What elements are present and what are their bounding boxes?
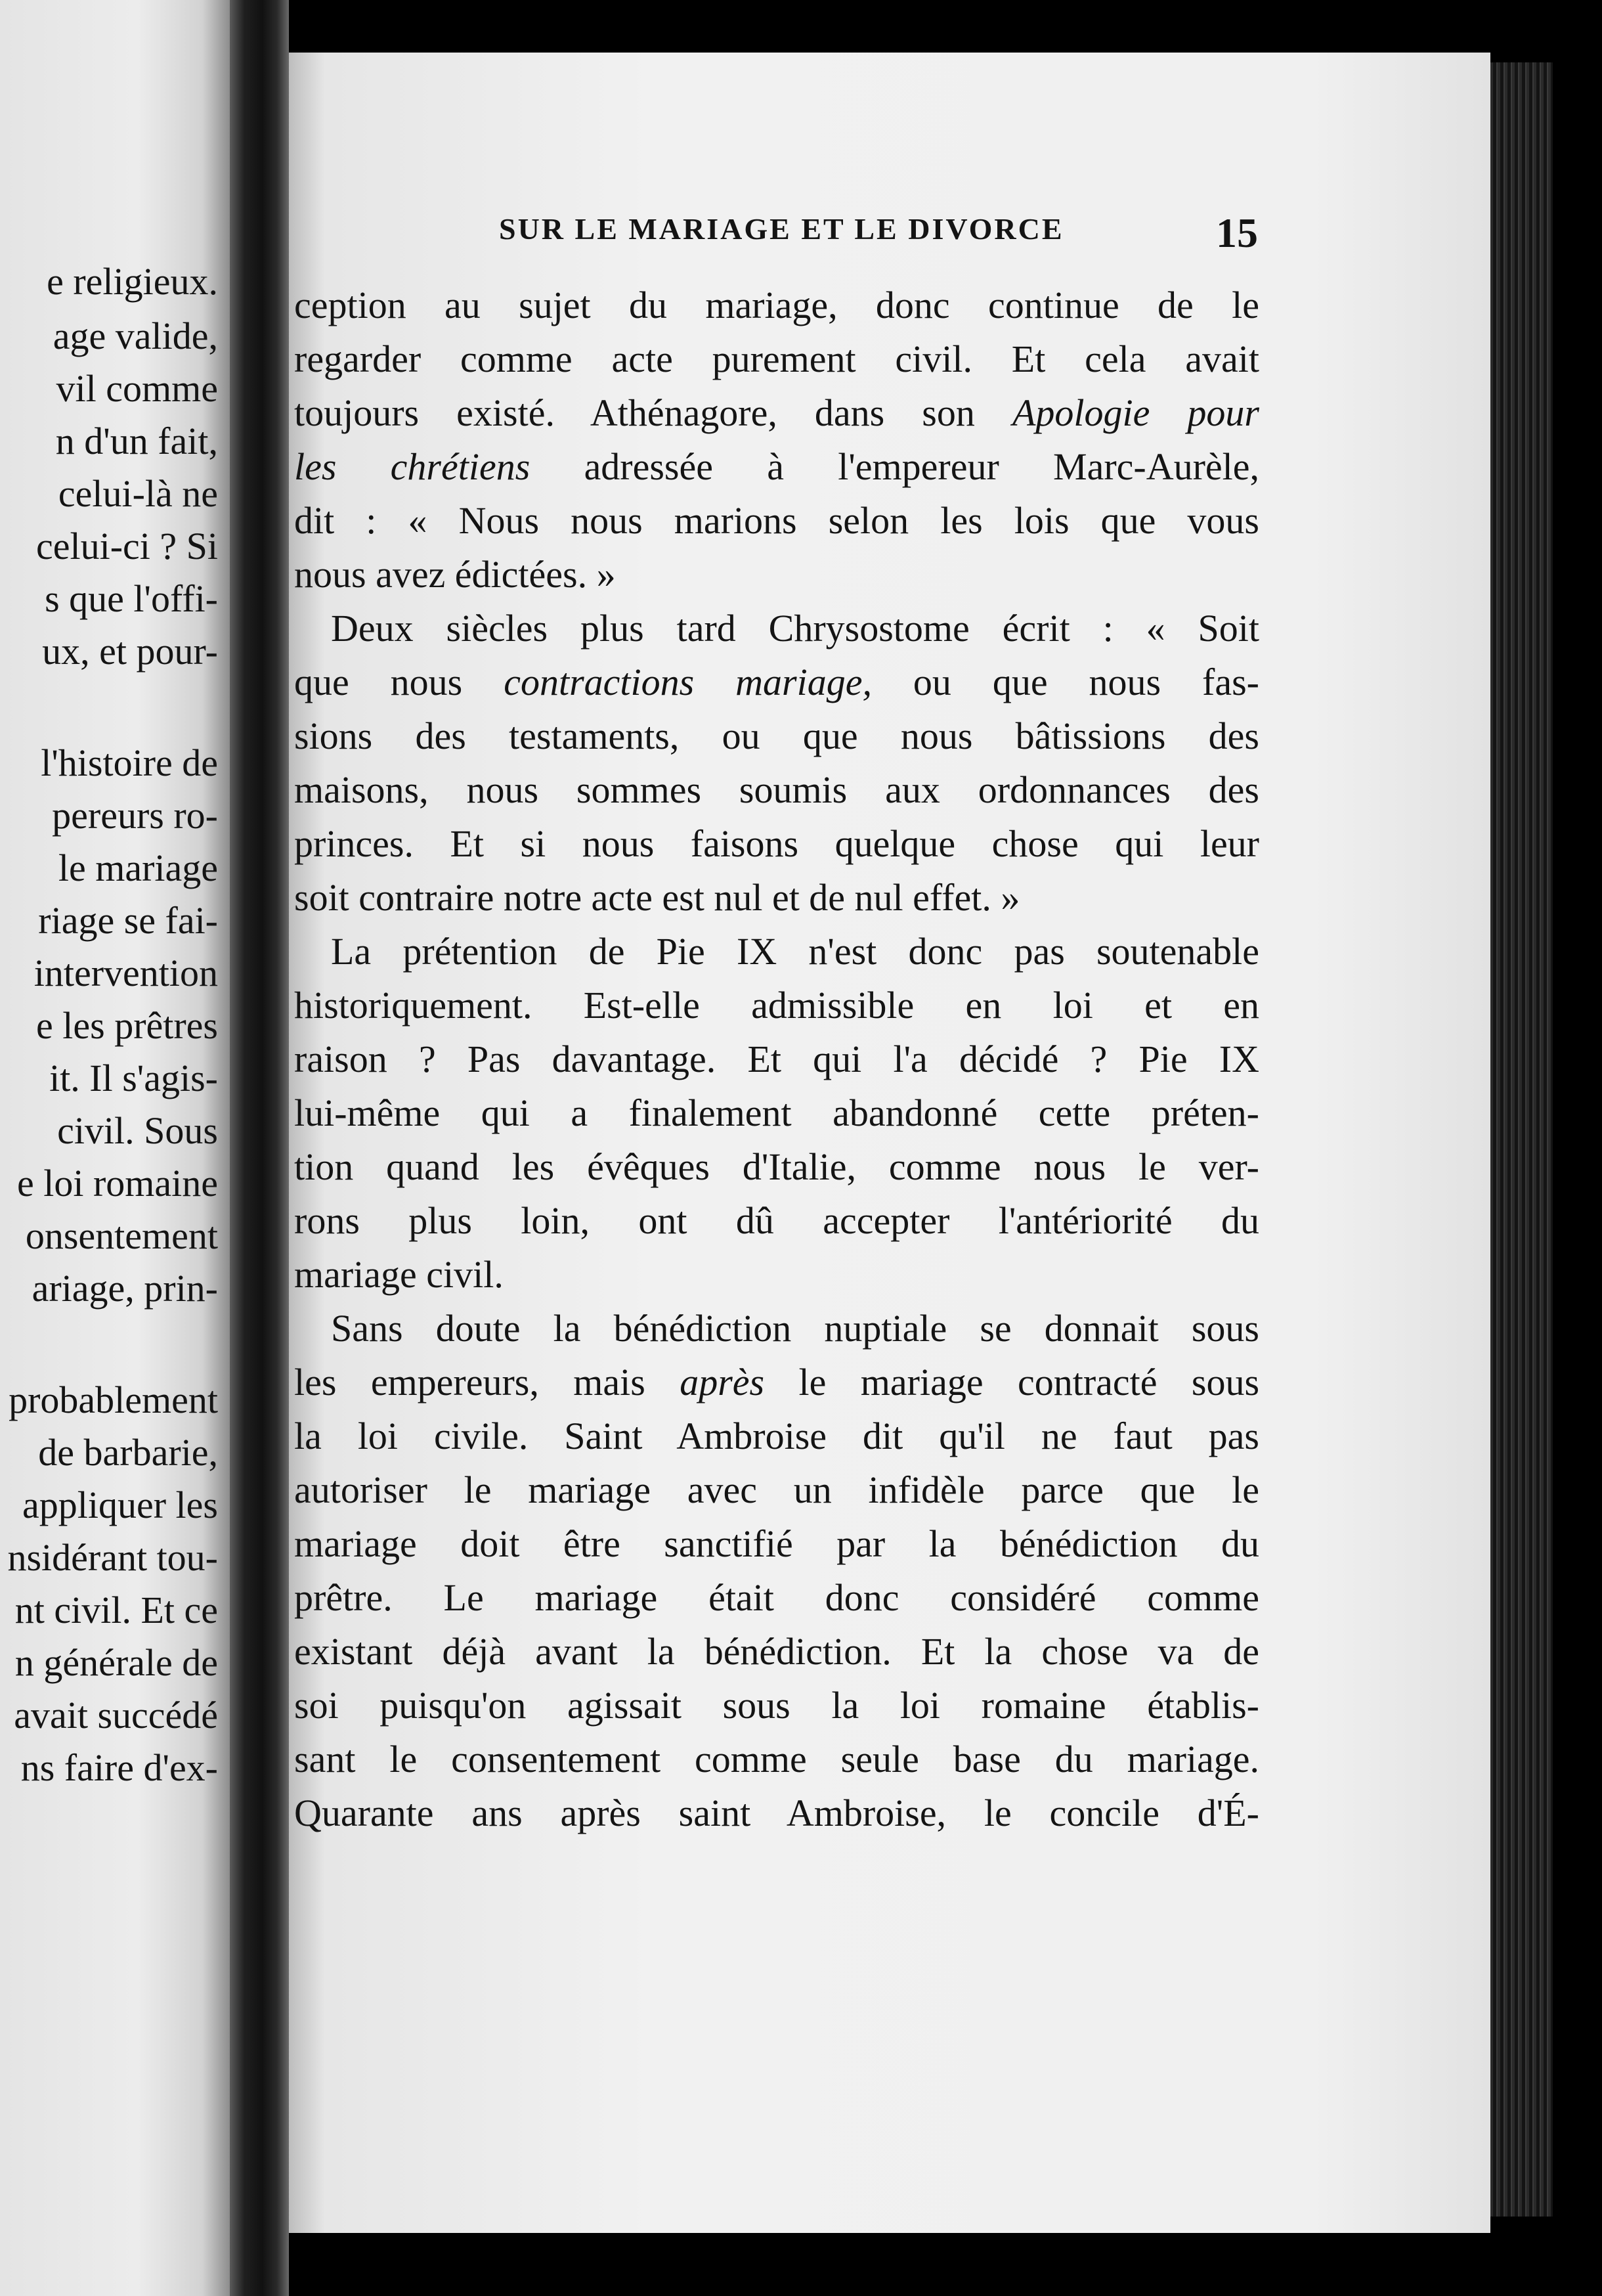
left-page-line: age valide,: [53, 315, 218, 357]
body-line: [294, 336, 1259, 382]
line-text: mariage doit être sanctifié par la bénédiction du: [294, 1522, 1259, 1565]
body-line: [294, 552, 1259, 598]
left-page-line: probablement: [9, 1379, 218, 1421]
left-page-line: le mariage: [58, 847, 218, 889]
line-text: La prétention de Pie IX n'est donc pas soutenable: [331, 930, 1259, 973]
line-text: raison ? Pas davantage. Et qui l'a décidé ? Pie IX: [294, 1038, 1259, 1080]
body-line: [294, 1683, 1259, 1729]
body-line: [294, 444, 1259, 490]
body-line: [294, 767, 1259, 813]
left-page-line: e religieux.: [47, 260, 218, 303]
line-text: les empereurs, mais: [294, 1361, 645, 1403]
line-text: tion quand les évêques d'Italie, comme nous le ver-: [294, 1145, 1259, 1188]
line-text: soi puisqu'on agissait sous la loi romaine établis-: [294, 1684, 1259, 1727]
left-page-line: de barbarie,: [38, 1431, 218, 1474]
body-line: [294, 1090, 1259, 1136]
line-text: mariage civil.: [294, 1253, 504, 1296]
book-gutter: [230, 0, 289, 2296]
body-line: [294, 1306, 1259, 1352]
body-line: [294, 1790, 1259, 1836]
line-text: Quarante ans après saint Ambroise, le concile d'É-: [294, 1792, 1259, 1834]
line-text: ception au sujet du mariage, donc continue de le: [294, 284, 1259, 326]
italic-text: les chrétiens: [294, 445, 530, 488]
body-line: [294, 1629, 1259, 1675]
line-text: nous avez édictées. »: [294, 553, 616, 596]
body-line: [294, 982, 1259, 1028]
line-text: maisons, nous sommes soumis aux ordonnances des: [294, 768, 1259, 811]
italic-text: contractions mariage,: [504, 661, 872, 703]
line-text: dit : « Nous nous marions selon les lois que vous: [294, 499, 1259, 542]
body-line: [294, 498, 1259, 544]
left-page-line: celui-là ne: [58, 472, 218, 515]
left-page-line: e loi romaine: [16, 1162, 218, 1204]
page-number: 15: [1216, 210, 1258, 256]
body-line: [294, 1736, 1259, 1782]
left-page-line: appliquer les: [22, 1484, 218, 1526]
page-block-edge: [1490, 62, 1553, 2217]
line-text: sant le consentement comme seule base du mariage.: [294, 1738, 1259, 1780]
left-page-line: ux, et pour-: [42, 630, 218, 673]
line-text: autoriser le mariage avec un infidèle parce que le: [294, 1468, 1259, 1511]
line-text: soit contraire notre acte est nul et de nul effet. »: [294, 876, 1020, 919]
left-page-line: onsentement: [25, 1214, 218, 1257]
left-page-line: n générale de: [14, 1641, 218, 1684]
left-page-line: riage se fai-: [38, 899, 218, 942]
line-text: Sans doute la bénédiction nuptiale se donnait sous: [331, 1307, 1259, 1350]
left-page-line: it. Il s'agis-: [49, 1057, 218, 1099]
body-line: [294, 1521, 1259, 1567]
body-line: [294, 821, 1259, 867]
body-line: [294, 1252, 1259, 1298]
line-text: sions des testaments, ou que nous bâtissions des: [294, 715, 1259, 757]
line-text: existant déjà avant la bénédiction. Et la chose va de: [294, 1630, 1259, 1673]
left-page-line: n d'un fait,: [55, 420, 218, 462]
line-text: ou que nous fas-: [913, 661, 1259, 703]
left-page-line: vil comme: [56, 367, 218, 410]
left-page-line: civil. Sous: [57, 1109, 218, 1152]
left-page-line: ns faire d'ex-: [20, 1746, 218, 1789]
line-text: adressée à l'empereur Marc-Aurèle,: [584, 445, 1260, 488]
left-page-line: l'histoire de: [41, 741, 218, 784]
left-page-line: s que l'offi-: [45, 577, 218, 620]
left-page-line: avait succédé: [14, 1694, 218, 1736]
left-page-line: pereurs ro-: [52, 794, 218, 837]
left-page-line: celui-ci ? Si: [35, 525, 218, 567]
body-line: [294, 1575, 1259, 1621]
line-text: historiquement. Est-elle admissible en loi et en: [294, 984, 1259, 1027]
body-line: [294, 1359, 1259, 1405]
left-page-line: intervention: [33, 952, 218, 994]
body-line: [294, 1198, 1259, 1244]
left-page-line: nt civil. Et ce: [14, 1589, 218, 1631]
body-line: [294, 1467, 1259, 1513]
left-facing-page: [0, 0, 230, 2296]
body-line: [294, 390, 1259, 436]
line-text: la loi civile. Saint Ambroise dit qu'il ne faut pas: [294, 1415, 1259, 1457]
body-line: [294, 1036, 1259, 1082]
line-text: le mariage contracté sous: [798, 1361, 1260, 1403]
line-text: prêtre. Le mariage était donc considéré comme: [294, 1576, 1259, 1619]
italic-text: après: [680, 1361, 765, 1403]
italic-text: Apologie pour: [1012, 391, 1259, 434]
body-line: [294, 929, 1259, 975]
running-header: SUR LE MARIAGE ET LE DIVORCE: [499, 212, 1064, 246]
line-text: Deux siècles plus tard Chrysostome écrit : « Soit: [331, 607, 1259, 650]
left-page-line: e les prêtres: [36, 1004, 218, 1047]
line-text: lui-même qui a finalement abandonné cette préten-: [294, 1092, 1259, 1134]
line-text: regarder comme acte purement civil. Et cela avait: [294, 338, 1259, 380]
line-text: que nous: [294, 661, 463, 703]
body-line: [294, 1413, 1259, 1459]
line-text: princes. Et si nous faisons quelque chose qui leur: [294, 822, 1259, 865]
body-line: [294, 606, 1259, 651]
body-line: [294, 282, 1259, 328]
left-page-line: ariage, prin-: [32, 1267, 218, 1310]
line-text: toujours existé. Athénagore, dans son: [294, 391, 975, 434]
line-text: rons plus loin, ont dû accepter l'antériorité du: [294, 1199, 1259, 1242]
body-line: [294, 659, 1259, 705]
body-line: [294, 875, 1259, 921]
left-page-line: nsidérant tou-: [7, 1536, 218, 1579]
body-line: [294, 713, 1259, 759]
body-line: [294, 1144, 1259, 1190]
